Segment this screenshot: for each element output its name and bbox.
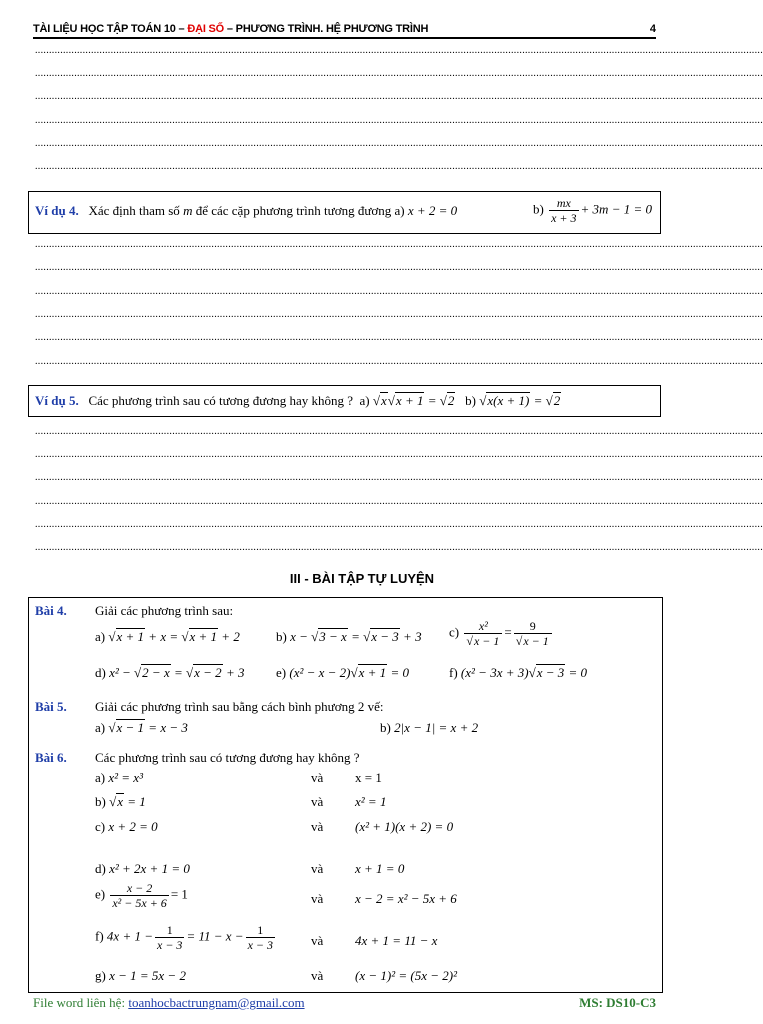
answer-line: .................................................................................................................................................................................................................................................................... [35,239,763,250]
example-4-eq-a: x + 2 = 0 [407,203,458,218]
answer-line: .................................................................................................................................................................................................................................................................... [35,472,763,483]
bai-4-text: Giải các phương trình sau: [95,603,234,618]
answer-line: .................................................................................................................................................................................................................................................................... [35,262,763,273]
bai-6-and: và [311,933,324,948]
bai-4-a: a) √x + 1 + x = √x + 1 + 2 [95,629,240,644]
header-title: TÀI LIỆU HỌC TẬP TOÁN 10 – ĐẠI SỐ – PHƯƠNG TRÌNH. HỆ PHƯƠNG TRÌNH [33,23,429,35]
bai-6-and: và [311,770,324,785]
bai-6-g-right: (x − 1)² = (5x − 2)² [355,968,457,983]
example-5-text: Các phương trình sau có tương đương hay không ? [88,393,353,408]
bai-6-d-right: x + 1 = 0 [355,861,405,876]
footer-contact: File word liên hệ: toanhocbactrungnam@gmail.com [33,995,305,1010]
example-4-param: m [183,203,193,218]
bai-4-b: b) x − √3 − x = √x − 3 + 3 [276,629,422,644]
example-5-eq-b: √x(x + 1) = √2 [479,393,561,408]
bai-6-e-right: x − 2 = x² − 5x + 6 [355,891,457,906]
answer-line: .................................................................................................................................................................................................................................................................... [35,449,763,460]
bai-6-and: và [311,891,324,906]
example-4-text2: để các cặp phương trình tương đương a) [195,203,405,218]
bai-6-d-left: d) x² + 2x + 1 = 0 [95,861,190,876]
answer-line: .................................................................................................................................................................................................................................................................... [35,161,763,172]
example-4-text: Xác định tham số [88,203,180,218]
bai-6-and: và [311,794,324,809]
example-4-fraction: $\frac{mx}{x + 3}$ [551,196,577,225]
answer-line: .................................................................................................................................................................................................................................................................... [35,332,763,343]
bai-6-f-left: f) 4x + 1 − $\frac{1}{x - 3}$ = 11 − x − $\frac{1}{x - 3}$ [95,923,273,952]
bai-6-f-right: 4x + 1 = 11 − x [355,933,438,948]
bai-6-and: và [311,819,324,834]
footer-code: MS: DS10-C3 [579,995,656,1010]
answer-line: .................................................................................................................................................................................................................................................................... [35,45,763,56]
bai-5-label: Bài 5. [35,699,67,714]
bai-5-b: b) 2|x − 1| = x + 2 [380,720,479,735]
footer-email-link[interactable]: toanhocbactrungnam@gmail.com [128,995,305,1010]
bai-5-text: Giải các phương trình sau bằng cách bình phương 2 vế: [95,699,384,714]
bai-6-e-left: e) $\frac{x - 2}{\text{x² − 5x + 6}}$ = 1 [95,881,188,910]
bai-6-and: và [311,861,324,876]
example-4-label: Ví dụ 4. [35,203,79,218]
answer-line: .................................................................................................................................................................................................................................................................... [35,309,763,320]
bai-6-and: và [311,968,324,983]
bai-6-label: Bài 6. [35,750,67,765]
example-5-eq-a: √x√x + 1 = √2 [372,393,455,408]
answer-line: .................................................................................................................................................................................................................................................................... [35,91,763,102]
bai-4-label: Bài 4. [35,603,67,618]
answer-line: .................................................................................................................................................................................................................................................................... [35,519,763,530]
bai-4-c: c) $\frac{\text{x²}}{√x - 1}$ = $\frac{9}{√x - 1}$ [449,619,554,648]
bai-4-d: d) x² − √2 − x = √x − 2 + 3 [95,665,245,680]
page-number: 4 [649,23,656,35]
example-5-label: Ví dụ 5. [35,393,79,408]
answer-line: .................................................................................................................................................................................................................................................................... [35,115,763,126]
bai-6-a-left: a) x² = x³ [95,770,143,785]
answer-line: .................................................................................................................................................................................................................................................................... [35,496,763,507]
example-4-part-b: b) $\frac{mx}{x + 3}$ + 3m − 1 = 0 [533,196,652,225]
example-4 [35,203,457,219]
answer-line: .................................................................................................................................................................................................................................................................... [35,356,763,367]
bai-6-text: Các phương trình sau có tương đương hay không ? [95,750,360,765]
bai-6-b-right: x² = 1 [355,794,387,809]
bai-6-a-right: x = 1 [355,770,382,785]
answer-line: .................................................................................................................................................................................................................................................................... [35,426,763,437]
bai-4-e: e) (x² − x − 2)√x + 1 = 0 [276,665,409,680]
answer-line: .................................................................................................................................................................................................................................................................... [35,542,763,553]
bai-6-c-right: (x² + 1)(x + 2) = 0 [355,819,454,834]
bai-5-a: a) √x − 1 = x − 3 [95,720,188,735]
bai-4-f: f) (x² − 3x + 3)√x − 3 = 0 [449,665,588,680]
section-title: III - BÀI TẬP TỰ LUYỆN [289,571,435,586]
header-rule [33,37,656,39]
bai-6-b-left: b) √x = 1 [95,794,146,809]
example-5: Ví dụ 5. Các phương trình sau có tương đương hay không ? a) √x√x + 1 = √2 b) √x(x + 1) = √2 [35,393,561,408]
bai-6-c-left: c) x + 2 = 0 [95,819,158,834]
bai-6-g-left: g) x − 1 = 5x − 2 [95,968,186,983]
page-header [33,20,656,38]
answer-line: .................................................................................................................................................................................................................................................................... [35,138,763,149]
answer-line: .................................................................................................................................................................................................................................................................... [35,68,763,79]
answer-line: .................................................................................................................................................................................................................................................................... [35,286,763,297]
